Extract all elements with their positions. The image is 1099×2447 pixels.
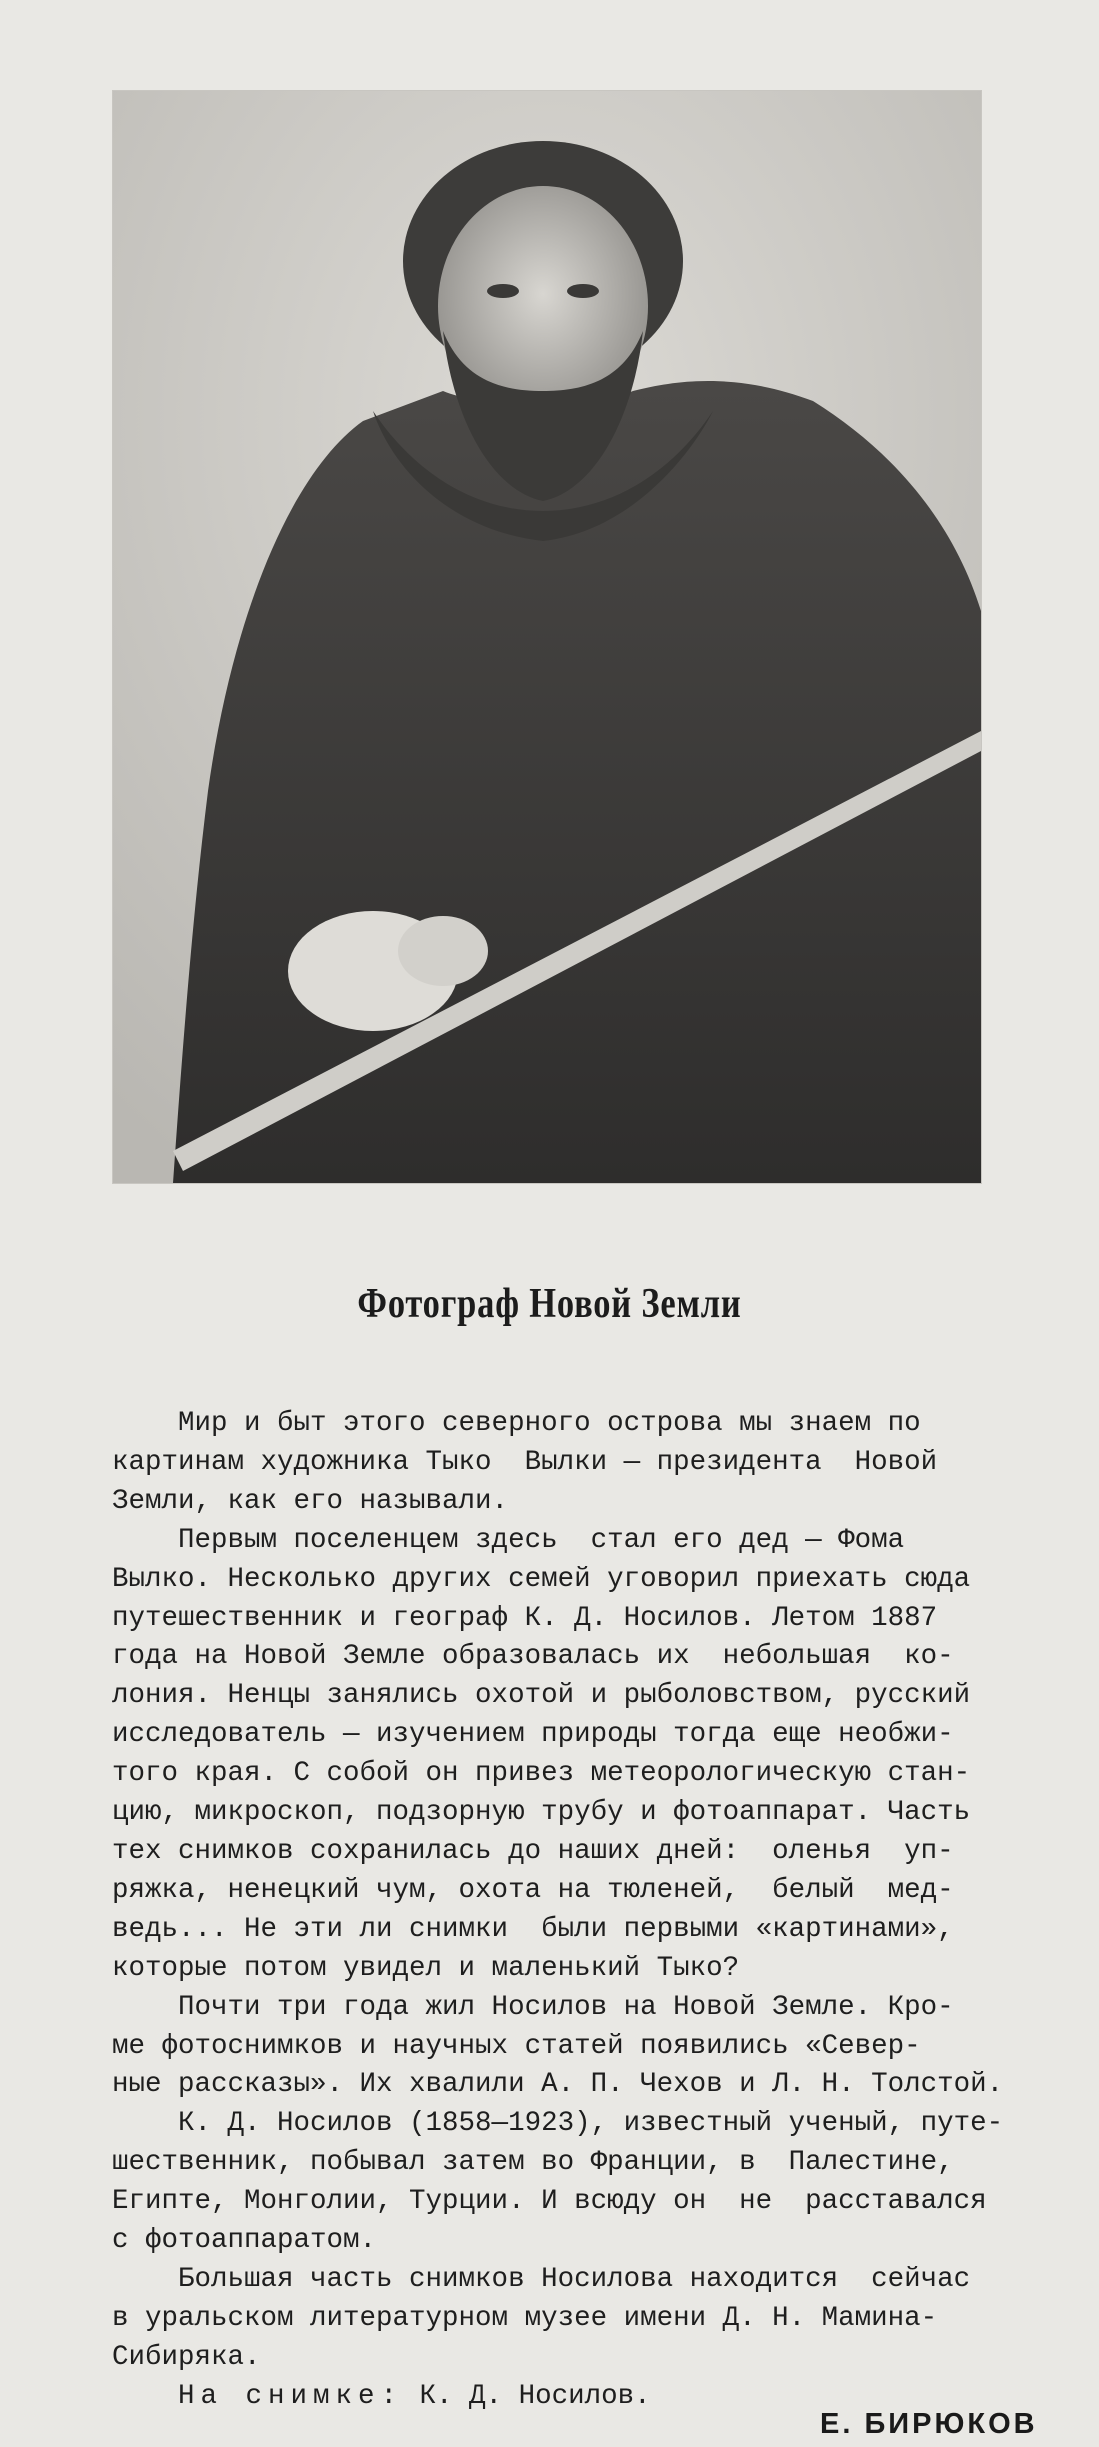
- article-line: которые потом увидел и маленький Тыко?: [112, 1952, 740, 1984]
- article-line: шественник, побывал затем во Франции, в Палестине,: [112, 2147, 954, 2179]
- article-line: того края. С собой он привез метеорологическую стан-: [112, 1758, 971, 1790]
- article-line: лония. Ненцы занялись охотой и рыболовством, русский: [112, 1680, 971, 1712]
- article-line: Вылко. Несколько других семей уговорил приехать сюда: [112, 1563, 971, 1595]
- caption-text: К. Д. Носилов.: [403, 2380, 651, 2412]
- article-line: путешественник и географ К. Д. Носилов. Летом 1887: [112, 1602, 938, 1634]
- caption-label: На снимке:: [178, 2380, 404, 2412]
- article-line: в уральском литературном музее имени Д. Н. Мамина-: [112, 2302, 938, 2334]
- article-line: ряжка, ненецкий чум, охота на тюленей, белый мед-: [112, 1874, 954, 1906]
- article-line: Мир и быт этого северного острова мы знаем по: [112, 1408, 921, 1439]
- article-line: Земли, как его называли.: [112, 1485, 509, 1517]
- article-line: Сибиряка.: [112, 2341, 261, 2373]
- article-line: К. Д. Носилов (1858—1923), известный ученый, путе-: [112, 2108, 1004, 2140]
- author-byline: Е. БИРЮКОВ: [820, 2408, 1038, 2440]
- article-line: с фотоаппаратом.: [112, 2225, 377, 2257]
- article-line: цию, микроскоп, подзорную трубу и фотоаппарат. Часть: [112, 1797, 971, 1829]
- article-line: Большая часть снимков Носилова находится сейчас: [112, 2263, 971, 2295]
- article-line: Египте, Монголии, Турции. И всюду он не расставался: [112, 2186, 987, 2218]
- article-line: ные рассказы». Их хвалили А. П. Чехов и Л. Н. Толстой.: [112, 2069, 1004, 2101]
- article-line: Почти три года жил Носилов на Новой Земле. Кро-: [112, 1991, 954, 2023]
- article-line: Первым поселенцем здесь стал его дед — Фома: [112, 1524, 905, 1556]
- article-line: ведь... Не эти ли снимки были первыми «картинами»,: [112, 1913, 954, 1945]
- article-line: ме фотоснимков и научных статей появились «Север-: [112, 2030, 921, 2062]
- article-line: исследователь — изучением природы тогда еще необжи-: [112, 1719, 954, 1751]
- portrait-photo: [112, 90, 982, 1184]
- article-line: тех снимков сохранилась до наших дней: оленья уп-: [112, 1835, 954, 1867]
- article-line: года на Новой Земле образовалась их небольшая ко-: [112, 1641, 954, 1673]
- article-body: [112, 1405, 1006, 2417]
- article-line: картинам художника Тыко Вылки — президента Новой: [112, 1446, 938, 1478]
- portrait-photo-icon: [113, 91, 981, 1183]
- headline: Фотограф Новой Земли: [357, 1281, 742, 1327]
